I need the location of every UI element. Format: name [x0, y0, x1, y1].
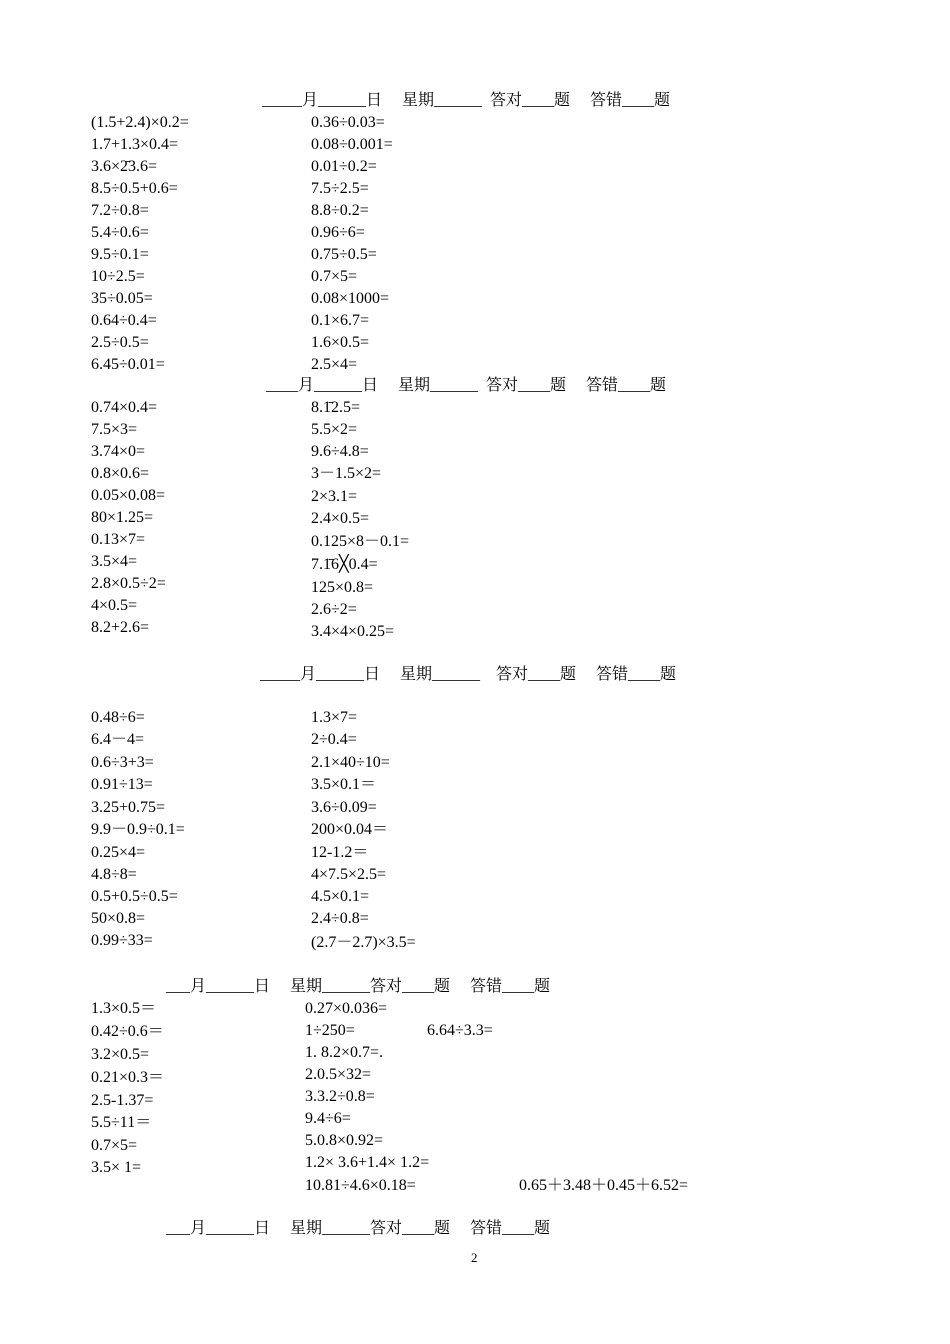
problem: 0.8×0.6=	[91, 465, 150, 482]
problem: 3.5×4=	[91, 553, 138, 570]
problem: 3.2×0.5=	[91, 1046, 150, 1063]
problem: 8.2+2.6=	[91, 619, 150, 636]
section-5-header: ___月______日 星期______答对____题 答错____题	[166, 1220, 551, 1237]
problem: 2.5×4=	[311, 356, 358, 373]
problem: 3.25+0.75=	[91, 799, 166, 816]
problem: 0.42÷0.6＝	[91, 1023, 164, 1040]
problem: 0.48÷6=	[91, 709, 145, 726]
problem: 0.21×0.3＝	[91, 1069, 165, 1086]
problem: 80×1.25=	[91, 509, 154, 526]
problem: 2÷0.4=	[311, 731, 357, 748]
problem: 0.05×0.08=	[91, 487, 166, 504]
problem: 3.5× 1=	[91, 1159, 142, 1176]
problem: 2.0.5×32=	[305, 1066, 372, 1083]
problem: 1. 8.2×0.7=.	[305, 1044, 384, 1061]
problem: 0.74×0.4=	[91, 399, 158, 416]
problem: 2.6÷2=	[311, 601, 357, 618]
section-1-header: _____月______日 星期______ 答对____题 答错____题	[262, 92, 671, 109]
problem: 0.7×5=	[311, 268, 358, 285]
problem: 3.6×2̄3.6=	[91, 158, 158, 175]
problem: 7.5×3=	[91, 421, 138, 438]
problem: 6.45÷0.01=	[91, 356, 165, 373]
problem: 0.25×4=	[91, 844, 146, 861]
problem: 1.6×0.5=	[311, 334, 370, 351]
problem: 8.1̄2.5=	[311, 399, 361, 416]
problem: 1.3×7=	[311, 709, 358, 726]
problem: 3.4×4×0.25=	[311, 623, 395, 640]
problem: 9.5÷0.1=	[91, 246, 149, 263]
problem: 4.8÷8=	[91, 866, 137, 883]
problem: 3.74×0=	[91, 443, 146, 460]
problem: 0.99÷33=	[91, 932, 153, 949]
problem: 0.13×7=	[91, 531, 146, 548]
problem: 0.36÷0.03=	[311, 114, 385, 131]
problem: 2.8×0.5÷2=	[91, 575, 166, 592]
problem: 0.1×6.7=	[311, 312, 370, 329]
problem: 0.64÷0.4=	[91, 312, 157, 329]
problem: 35÷0.05=	[91, 290, 153, 307]
problem: 0.7×5=	[91, 1137, 138, 1154]
section-3-header: _____月______日 星期______ 答对____题 答错____题	[260, 666, 677, 683]
problem: 12-1.2＝	[311, 844, 369, 861]
problem: 10.81÷4.6×0.18=	[305, 1177, 416, 1194]
problem: 6.4－4=	[91, 731, 145, 748]
problem: 5.0.8×0.92=	[305, 1132, 384, 1149]
problem: 4.5×0.1=	[311, 888, 370, 905]
problem: 1.2× 3.6+1.4× 1.2=	[305, 1154, 430, 1171]
problem: 0.5+0.5÷0.5=	[91, 888, 178, 905]
problem: 5.5×2=	[311, 421, 358, 438]
problem: 1.3×0.5＝	[91, 1000, 157, 1017]
problem: 0.96÷6=	[311, 224, 365, 241]
problem: (1.5+2.4)×0.2=	[91, 114, 189, 131]
problem: 0.27×0.036=	[305, 1000, 388, 1017]
problem: 200×0.04＝	[311, 821, 389, 838]
problem: 4×0.5=	[91, 597, 138, 614]
section-4-header: ___月______日 星期______答对____题 答错____题	[166, 978, 551, 995]
problem: 0.91÷13=	[91, 776, 153, 793]
problem-extra-2: 0.65＋3.48＋0.45＋6.52=	[519, 1177, 689, 1194]
problem: 0.08×1000=	[311, 290, 390, 307]
page-number: 2	[471, 1250, 478, 1265]
problem: 3.3.2÷0.8=	[305, 1088, 375, 1105]
problem: 0.75÷0.5=	[311, 246, 377, 263]
problem: 50×0.8=	[91, 910, 146, 927]
problem-extra-1: 6.64÷3.3=	[427, 1022, 493, 1039]
problem: 3.5×0.1＝	[311, 776, 377, 793]
problem: 1.7+1.3×0.4=	[91, 136, 179, 153]
problem: 2.4×0.5=	[311, 510, 370, 527]
problem: 7.5÷2.5=	[311, 180, 369, 197]
problem: 4×7.5×2.5=	[311, 866, 387, 883]
problem: 2×3.1=	[311, 488, 358, 505]
problem: 9.4÷6=	[305, 1110, 351, 1127]
section-2-header: ____月______日 星期______ 答对____题 答错____题	[266, 377, 667, 394]
problem: 0.08÷0.001=	[311, 136, 393, 153]
problem: 2.5÷0.5=	[91, 334, 149, 351]
problem: 8.8÷0.2=	[311, 202, 369, 219]
problem: 125×0.8=	[311, 579, 374, 596]
problem: 5.4÷0.6=	[91, 224, 149, 241]
problem: 5.5÷11＝	[91, 1114, 152, 1131]
problem: 8.5÷0.5+0.6=	[91, 180, 178, 197]
problem: 7.1̄6╳0.4=	[311, 556, 378, 573]
problem: 3－1.5×2=	[311, 465, 382, 482]
problem: 9.6÷4.8=	[311, 443, 369, 460]
problem: 0.6÷3+3=	[91, 754, 154, 771]
problem: 2.4÷0.8=	[311, 910, 369, 927]
problem: 2.1×40÷10=	[311, 754, 390, 771]
problem: 3.6÷0.09=	[311, 799, 377, 816]
problem: 0.01÷0.2=	[311, 158, 377, 175]
problem: 2.5-1.37=	[91, 1092, 154, 1109]
problem: 9.9－0.9÷0.1=	[91, 821, 185, 838]
problem: 0.125×8－0.1=	[311, 533, 410, 550]
problem: (2.7－2.7)×3.5=	[311, 934, 416, 951]
problem: 1÷250=	[305, 1022, 355, 1039]
problem: 10÷2.5=	[91, 268, 145, 285]
problem: 7.2÷0.8=	[91, 202, 149, 219]
